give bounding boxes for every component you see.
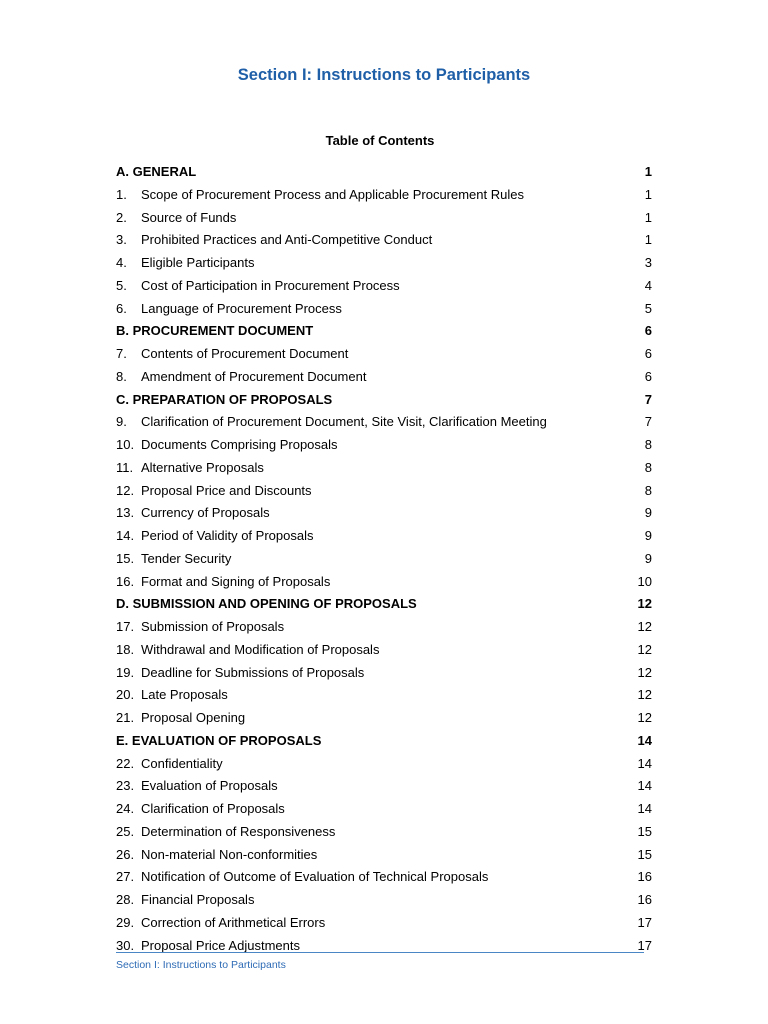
toc-page-number: 9: [644, 505, 652, 521]
toc-item-number: 10.: [116, 437, 135, 452]
toc-entry-label: Confidentiality: [141, 755, 223, 771]
toc-item-number: 25.: [116, 823, 135, 839]
toc-entry-label: Format and Signing of Proposals: [141, 573, 331, 589]
toc-entry-label: Proposal Price and Discounts: [141, 482, 312, 498]
toc-item-row: [116, 753, 652, 776]
toc-item-row: [116, 366, 652, 389]
toc-item-number: 4.: [116, 255, 127, 270]
toc-entry-label: Prohibited Practices and Anti-Competitive Conduct: [141, 232, 433, 248]
toc-entry-label: Alternative Proposals: [141, 459, 264, 475]
toc-entry-label: Evaluation of Proposals: [141, 778, 278, 794]
toc-page-number: 14: [637, 778, 652, 794]
toc-item-number: 23.: [116, 778, 135, 794]
toc-page-number: 17: [637, 914, 652, 930]
toc-item-number: 16.: [116, 573, 135, 589]
toc-entry-label: C. PREPARATION OF PROPOSALS: [116, 391, 333, 407]
toc-item-row: [116, 662, 652, 685]
toc-entry-label: Financial Proposals: [141, 892, 255, 907]
table-of-contents: [116, 161, 652, 957]
toc-entry-label: Proposal Price Adjustments: [141, 937, 300, 953]
toc-page-number: 14: [637, 732, 652, 748]
toc-item-row: [116, 639, 652, 662]
toc-entry-label: Notification of Outcome of Evaluation of Technical Proposals: [141, 869, 489, 885]
toc-page-number: 12: [637, 641, 652, 657]
toc-entry-label: Proposal Opening: [141, 710, 246, 725]
toc-entry-label: Contents of Procurement Document: [141, 346, 349, 361]
toc-page-number: 7: [644, 391, 652, 407]
toc-item-row: [116, 707, 652, 730]
toc-page-number: 12: [637, 710, 652, 725]
toc-item-number: 8.: [116, 368, 127, 384]
toc-entry-label: Source of Funds: [141, 209, 237, 225]
toc-entry-label: Tender Security: [141, 550, 232, 566]
toc-entry-label: Cost of Participation in Procurement Process: [141, 277, 400, 293]
toc-item-number: 5.: [116, 277, 127, 293]
toc-page-number: 16: [637, 869, 652, 885]
toc-page-number: 15: [637, 846, 652, 862]
toc-item-row: [116, 844, 652, 867]
toc-page-number: 16: [637, 892, 652, 907]
toc-item-number: 20.: [116, 687, 135, 703]
toc-item-row: [116, 502, 652, 525]
toc-item-row: [116, 684, 652, 707]
toc-item-row: [116, 912, 652, 935]
toc-page-number: 3: [644, 255, 652, 270]
toc-item-row: [116, 411, 652, 434]
toc-page-number: 5: [644, 300, 652, 316]
page-title: Section I: Instructions to Participants: [237, 66, 531, 84]
toc-entry-label: Determination of Responsiveness: [141, 823, 336, 839]
toc-entry-label: Clarification of Proposals: [141, 801, 285, 816]
toc-item-number: 21.: [116, 710, 135, 725]
toc-section-row: [116, 161, 652, 184]
toc-page-number: 6: [644, 368, 652, 384]
toc-item-row: [116, 457, 652, 480]
toc-item-number: 11.: [116, 459, 134, 475]
toc-item-row: [116, 229, 652, 252]
toc-item-number: 30.: [116, 937, 135, 953]
toc-item-number: 2.: [116, 209, 127, 225]
toc-entry-label: Deadline for Submissions of Proposals: [141, 664, 365, 680]
toc-item-number: 3.: [116, 232, 127, 248]
toc-page-number: 8: [644, 459, 652, 475]
toc-item-number: 13.: [116, 505, 135, 521]
toc-entry-label: Late Proposals: [141, 687, 228, 703]
toc-entry-label: Period of Validity of Proposals: [141, 528, 314, 543]
toc-item-row: [116, 571, 652, 594]
toc-entry-label: Scope of Procurement Process and Applicable Procurement Rules: [141, 186, 524, 202]
toc-entry-label: E. EVALUATION OF PROPOSALS: [116, 732, 322, 748]
toc-page-number: 9: [644, 528, 652, 543]
toc-item-row: [116, 480, 652, 503]
toc-page-number: 1: [644, 186, 652, 202]
toc-page-number: 1: [644, 209, 652, 225]
toc-item-number: 26.: [116, 846, 135, 862]
toc-page-number: 17: [637, 937, 652, 953]
toc-item-row: [116, 343, 652, 366]
toc-item-number: 27.: [116, 869, 135, 885]
toc-entry-label: Withdrawal and Modification of Proposals: [141, 641, 380, 657]
toc-page-number: 6: [644, 323, 652, 339]
toc-entry-label: Non-material Non-conformities: [141, 846, 318, 862]
toc-page-number: 12: [637, 596, 652, 612]
toc-entry-label: Correction of Arithmetical Errors: [141, 914, 326, 930]
toc-item-row: [116, 207, 652, 230]
toc-item-number: 17.: [116, 619, 135, 634]
toc-item-row: [116, 616, 652, 639]
toc-item-number: 12.: [116, 482, 135, 498]
toc-entry-label: Currency of Proposals: [141, 505, 270, 521]
toc-entry-label: A. GENERAL: [116, 164, 197, 179]
toc-entry-label: Documents Comprising Proposals: [141, 437, 338, 452]
toc-item-row: [116, 252, 652, 275]
toc-item-row: [116, 525, 652, 548]
toc-item-row: [116, 184, 652, 207]
toc-page-number: 9: [644, 550, 652, 566]
toc-item-row: [116, 298, 652, 321]
toc-item-number: 28.: [116, 892, 135, 907]
toc-page-number: 14: [637, 755, 652, 771]
toc-item-row: [116, 821, 652, 844]
toc-section-row: [116, 730, 652, 753]
toc-page-number: 1: [644, 232, 652, 248]
toc-item-number: 29.: [116, 914, 135, 930]
toc-entry-label: D. SUBMISSION AND OPENING OF PROPOSALS: [116, 596, 417, 612]
toc-item-number: 14.: [116, 528, 135, 543]
toc-page-number: 10: [637, 573, 652, 589]
toc-heading: Table of Contents: [325, 133, 435, 148]
toc-page-number: 1: [644, 164, 652, 179]
toc-item-row: [116, 866, 652, 889]
toc-item-number: 1.: [116, 186, 127, 202]
toc-entry-label: Submission of Proposals: [141, 619, 285, 634]
toc-item-number: 22.: [116, 755, 135, 771]
toc-item-number: 19.: [116, 664, 135, 680]
toc-item-number: 24.: [116, 801, 135, 816]
toc-section-row: [116, 593, 652, 616]
toc-item-number: 7.: [116, 346, 127, 361]
toc-item-number: 15.: [116, 550, 135, 566]
toc-page-number: 7: [644, 414, 652, 430]
toc-entry-label: Amendment of Procurement Document: [141, 368, 367, 384]
toc-item-row: [116, 434, 652, 457]
toc-entry-label: Eligible Participants: [141, 255, 255, 270]
toc-page-number: 12: [637, 664, 652, 680]
toc-item-number: 9.: [116, 414, 127, 430]
toc-entry-label: Clarification of Procurement Document, Site Visit, Clarification Meeting: [141, 414, 547, 430]
toc-item-row: [116, 775, 652, 798]
toc-page-number: 14: [637, 801, 652, 816]
toc-item-number: 6.: [116, 300, 127, 316]
footer-text: Section I: Instructions to Participants: [116, 959, 286, 971]
toc-section-row: [116, 320, 652, 343]
toc-item-number: 18.: [116, 641, 135, 657]
toc-page-number: 4: [644, 277, 652, 293]
toc-page-number: 15: [637, 823, 652, 839]
toc-section-row: [116, 389, 652, 412]
toc-item-row: [116, 889, 652, 912]
toc-page-number: 6: [644, 346, 652, 361]
toc-entry-label: Language of Procurement Process: [141, 300, 342, 316]
toc-page-number: 8: [644, 437, 652, 452]
footer-divider: [116, 952, 644, 953]
toc-page-number: 8: [644, 482, 652, 498]
toc-item-row: [116, 798, 652, 821]
toc-entry-label: B. PROCUREMENT DOCUMENT: [116, 323, 314, 339]
toc-page-number: 12: [637, 687, 652, 703]
toc-item-row: [116, 935, 652, 958]
toc-page-number: 12: [637, 619, 652, 634]
toc-item-row: [116, 275, 652, 298]
toc-item-row: [116, 548, 652, 571]
